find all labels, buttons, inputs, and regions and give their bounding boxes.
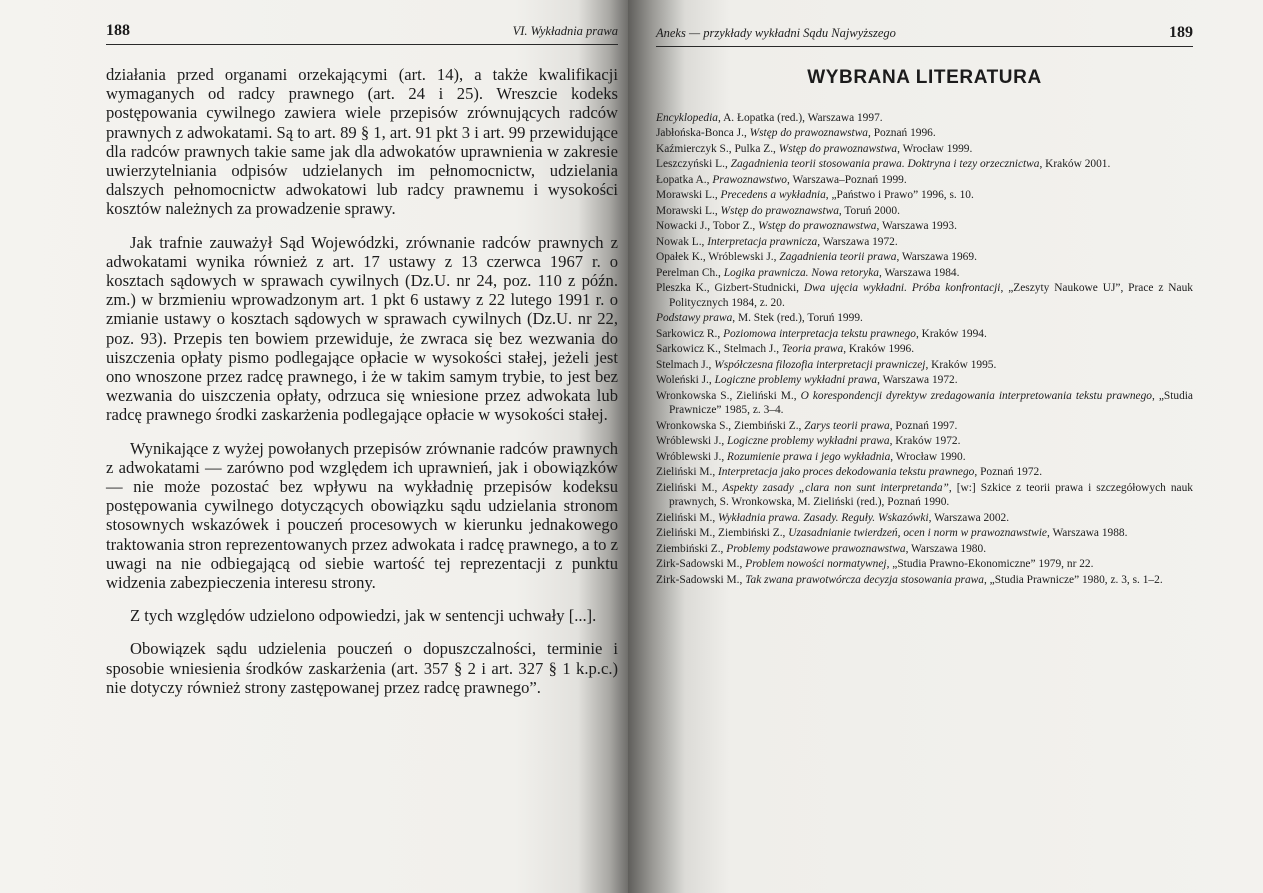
entry-author: Wronkowska S., Zieliński M., xyxy=(656,389,801,402)
entry-details: , Warszawa 1980. xyxy=(905,542,987,555)
entry-author: Sarkowicz K., Stelmach J., xyxy=(656,343,782,356)
entry-title: Rozumienie prawa i jego wykładnia xyxy=(727,450,891,463)
entry-details: , Poznań 1972. xyxy=(974,466,1043,479)
running-head-left xyxy=(106,22,618,45)
entry-author: Jabłońska-Bonca J., xyxy=(656,127,750,140)
entry-details: , Warszawa 1972. xyxy=(877,374,958,387)
entry-author: Zieliński M., xyxy=(656,481,723,494)
chapter-title: VI. Wykładnia prawa xyxy=(512,24,618,38)
bibliography-entry xyxy=(656,450,1193,465)
entry-author: Woleński J., xyxy=(656,374,715,387)
entry-author: Opałek K., Wróblewski J., xyxy=(656,251,780,264)
entry-details: , „Studia Prawno-Ekonomiczne” 1979, nr 22. xyxy=(886,558,1094,571)
bibliography-entry xyxy=(656,173,1193,188)
entry-details: , Wrocław 1990. xyxy=(890,450,966,463)
paragraph: Wynikające z wyżej powołanych przepisów zrównanie radców prawnych z adwokatami — zarówno pod względem ich uprawnień, jak i obowiązków — nie może pozostać bez wpływu na wykładnię przepisów kodeksu postępowania cywilnego dotyczących obowiązku sądu udzielania stronom stosownych wskazówek i pouczeń procesowych w kierunku jednakowego traktowania stron reprezentowanych przez adwokata i radcę prawnego, a to z uwagi na nie odbiegającą od siebie wartość tej reprezentacji z punktu widzenia zabezpieczenia interesu strony. xyxy=(106,438,618,593)
entry-details: , [w:] Szkice z teorii prawa i szczegółowych nauk prawnych, S. Wronkowska, M. Zieliński (red.), Poznań 1990. xyxy=(669,481,1193,509)
entry-title: Uzasadnianie twierdzeń, ocen i norm w prawoznawstwie xyxy=(788,527,1047,540)
entry-title: Wstęp do prawoznawstwa xyxy=(758,220,877,233)
entry-author: Kaźmierczyk S., Pulka Z., xyxy=(656,142,779,155)
paragraph: działania przed organami orzekającymi (art. 14), a także kwalifikacji wymaganych od radcy prawnego (art. 24 i 25). Wreszcie kodeks postępowania cywilnego zawiera wiele przepisów zrównujących radców prawnych z adwokatami. Są to art. 89 § 1, art. 91 pkt 3 i art. 99 przewidujące dla radców prawnych takie same jak dla adwokatów uprawnienia w zakresie uwierzytelniania odpisów udzielanych im pełnomocnictw, udzielania dalszych pełnomocnictw adwokatowi lub radcy prawnemu i wysokości kosztów należnych za prowadzenie sprawy. xyxy=(106,65,618,219)
entry-title: Aspekty zasady „clara non sunt interpretanda” xyxy=(722,481,949,494)
left-page xyxy=(0,0,628,893)
entry-author: Morawski L., xyxy=(656,204,721,217)
bibliography-entry xyxy=(656,111,1193,126)
bibliography-entry xyxy=(656,419,1193,434)
annex-title: Aneks — przykłady wykładni Sądu Najwyższego xyxy=(656,26,896,40)
entry-title: Interpretacja jako proces dekodowania tekstu prawnego xyxy=(718,466,975,479)
page-number-right: 189 xyxy=(1169,24,1193,41)
entry-author: Stelmach J., xyxy=(656,358,715,371)
bibliography-entry xyxy=(656,557,1193,572)
entry-title: Wykładnia prawa. Zasady. Reguły. Wskazówki xyxy=(718,511,929,524)
entry-details: , Kraków 1994. xyxy=(915,327,987,340)
entry-title: Teoria prawa xyxy=(781,343,844,356)
bibliography-entry xyxy=(656,511,1193,526)
entry-author: Pleszka K., Gizbert-Studnicki, xyxy=(656,282,804,295)
entry-author: Nowak L., xyxy=(656,235,708,248)
entry-author: Morawski L., xyxy=(656,189,721,202)
bibliography-entry xyxy=(656,542,1193,557)
entry-title: Tak zwana prawotwórcza decyzja stosowania prawa xyxy=(745,573,984,586)
entry-title: Prawoznawstwo xyxy=(712,173,788,186)
entry-author: Zieliński M., xyxy=(656,466,719,479)
running-head-right xyxy=(656,24,1193,47)
entry-details: , „Studia Prawnicze” 1985, z. 3–4. xyxy=(669,389,1193,417)
bibliography-entry xyxy=(656,219,1193,234)
paragraph: Z tych względów udzielono odpowiedzi, jak w sentencji uchwały [...]. xyxy=(130,606,597,626)
entry-details: , Warszawa–Poznań 1999. xyxy=(787,173,907,186)
entry-title: Logika prawnicza. Nowa retoryka xyxy=(723,266,879,279)
entry-details: , M. Stek (red.), Toruń 1999. xyxy=(732,312,863,325)
bibliography-entry xyxy=(656,126,1193,141)
bibliography-entry xyxy=(656,157,1193,172)
entry-details: , Warszawa 2002. xyxy=(928,511,1010,524)
bibliography-entry xyxy=(656,250,1193,265)
bibliography-entry xyxy=(656,281,1193,310)
entry-title: Wstęp do prawoznawstwa xyxy=(778,142,898,155)
bibliography-entry xyxy=(656,481,1193,510)
entry-title: Problemy podstawowe prawoznawstwa xyxy=(726,542,906,555)
section-title: WYBRANA LITERATURA xyxy=(807,67,1042,88)
entry-title: Dwa ujęcia wykładni. Próba konfrontacji xyxy=(803,282,1001,295)
entry-title: Logiczne problemy wykładni prawa xyxy=(714,374,878,387)
bibliography-entry xyxy=(656,373,1193,388)
entry-title: Logiczne problemy wykładni prawa xyxy=(727,435,890,448)
entry-details: , Warszawa 1988. xyxy=(1046,527,1128,540)
bibliography-entry xyxy=(656,327,1193,342)
entry-author: Łopatka A., xyxy=(656,173,713,186)
entry-details: , Wrocław 1999. xyxy=(897,142,973,155)
entry-title: Zagadnienia teorii stosowania prawa. Doktryna i tezy orzecznictwa xyxy=(730,158,1040,171)
entry-author: Zirk-Sadowski M., xyxy=(656,573,746,586)
entry-title: Zagadnienia teorii prawa xyxy=(779,251,897,264)
bibliography-entry xyxy=(656,358,1193,373)
entry-details: , Poznań 1996. xyxy=(868,127,936,140)
entry-details: , Kraków 1996. xyxy=(843,343,915,356)
entry-author: Sarkowicz R., xyxy=(656,327,724,340)
entry-title: Encyklopedia xyxy=(656,112,718,124)
bibliography-entry xyxy=(656,342,1193,357)
entry-author: Ziembiński Z., xyxy=(656,542,727,555)
paragraph: Jak trafnie zauważył Sąd Wojewódzki, zrównanie radców prawnych z adwokatami wynika również z art. 17 ustawy z 13 czerwca 1967 r. o kosztach sądowych w sprawach cywilnych (Dz.U. nr 24, poz. 110 z późn. zm.) w brzmieniu wprowadzonym art. 1 pkt 6 ustawy z 22 lutego 1991 r. o zmianie ustawy o kosztach sądowych w sprawach cywilnych (Dz.U. nr 22, poz. 93). Przepis ten bowiem przewiduje, że zwraca się bez wezwania do uiszczenia opłaty pismo podlegające opłacie w wysokości stałej, jeżeli jest ono wnoszone przez radcę prawnego, i że w takim samym trybie, to jest bez wezwania do uiszczenia opłaty, odrzuca się wniesione przez adwokata lub radcę prawnego środki zaskarżenia podlegające opłacie w wysokości stałej. xyxy=(106,232,618,425)
entry-title: Problem nowości normatywnej xyxy=(745,558,887,571)
entry-author: Wronkowska S., Ziembiński Z., xyxy=(656,419,805,432)
entry-author: Perelman Ch., xyxy=(656,266,724,279)
entry-title: Zarys teorii prawa xyxy=(804,419,890,432)
entry-title: Współczesna filozofia interpretacji prawniczej xyxy=(714,358,926,371)
bibliography-entry xyxy=(656,188,1193,203)
entry-details: , Warszawa 1969. xyxy=(896,251,977,264)
bibliography-entry xyxy=(656,389,1193,418)
entry-author: Nowacki J., Tobor Z., xyxy=(656,220,759,233)
bibliography-entry xyxy=(656,142,1193,157)
paragraph: Obowiązek sądu udzielenia pouczeń o dopuszczalności, terminie i sposobie wniesienia środków zaskarżenia (art. 357 § 2 i art. 327 § 1 k.p.c.) nie dotyczy również strony zastępowanej przez radcę prawnego”. xyxy=(106,639,618,697)
entry-details: , „Państwo i Prawo” 1996, s. 10. xyxy=(825,189,974,202)
entry-details: , Kraków 1995. xyxy=(925,358,997,371)
bibliography-entry xyxy=(656,573,1193,588)
bibliography-entry xyxy=(656,266,1193,281)
entry-title: Interpretacja prawnicza xyxy=(707,235,818,248)
entry-details: , Poznań 1997. xyxy=(889,419,958,432)
entry-details: , „Zeszyty Naukowe UJ”, Prace z Nauk Politycznych 1984, z. 20. xyxy=(669,282,1193,309)
entry-author: Zieliński M., xyxy=(656,511,719,524)
bibliography-entry xyxy=(656,235,1193,250)
entry-title: Wstęp do prawoznawstwa xyxy=(720,204,839,217)
entry-author: Leszczyński L., xyxy=(656,158,731,171)
entry-details: , Warszawa 1972. xyxy=(817,235,898,248)
body-text xyxy=(106,65,618,697)
bibliography-entry xyxy=(656,434,1193,449)
entry-details: , Kraków 2001. xyxy=(1039,158,1111,171)
entry-details: , Toruń 2000. xyxy=(838,204,900,217)
entry-title: Podstawy prawa xyxy=(656,312,733,325)
bibliography-list xyxy=(656,111,1193,587)
entry-title: O korespondencji dyrektyw zredagowania interpretowania tekstu prawnego xyxy=(800,389,1152,402)
page-number-left: 188 xyxy=(106,22,130,39)
entry-title: Precedens a wykładnia xyxy=(720,189,826,202)
entry-author: Wróblewski J., xyxy=(656,450,728,463)
entry-details: , Kraków 1972. xyxy=(889,435,961,448)
entry-details: , Warszawa 1984. xyxy=(878,266,960,279)
entry-title: Wstęp do prawoznawstwa xyxy=(749,127,868,140)
bibliography-entry xyxy=(656,526,1193,541)
entry-author: Zirk-Sadowski M., xyxy=(656,558,746,571)
bibliography-entry xyxy=(656,311,1193,326)
bibliography-entry xyxy=(656,204,1193,219)
entry-details: , Warszawa 1993. xyxy=(876,220,957,233)
entry-author: Wróblewski J., xyxy=(656,435,728,448)
right-page xyxy=(628,0,1263,893)
entry-details: , A. Łopatka (red.), Warszawa 1997. xyxy=(718,112,883,124)
bibliography-entry xyxy=(656,465,1193,480)
entry-author: Zieliński M., Ziembiński Z., xyxy=(656,527,789,540)
entry-details: , „Studia Prawnicze” 1980, z. 3, s. 1–2. xyxy=(983,573,1163,586)
entry-title: Poziomowa interpretacja tekstu prawnego xyxy=(723,327,916,340)
